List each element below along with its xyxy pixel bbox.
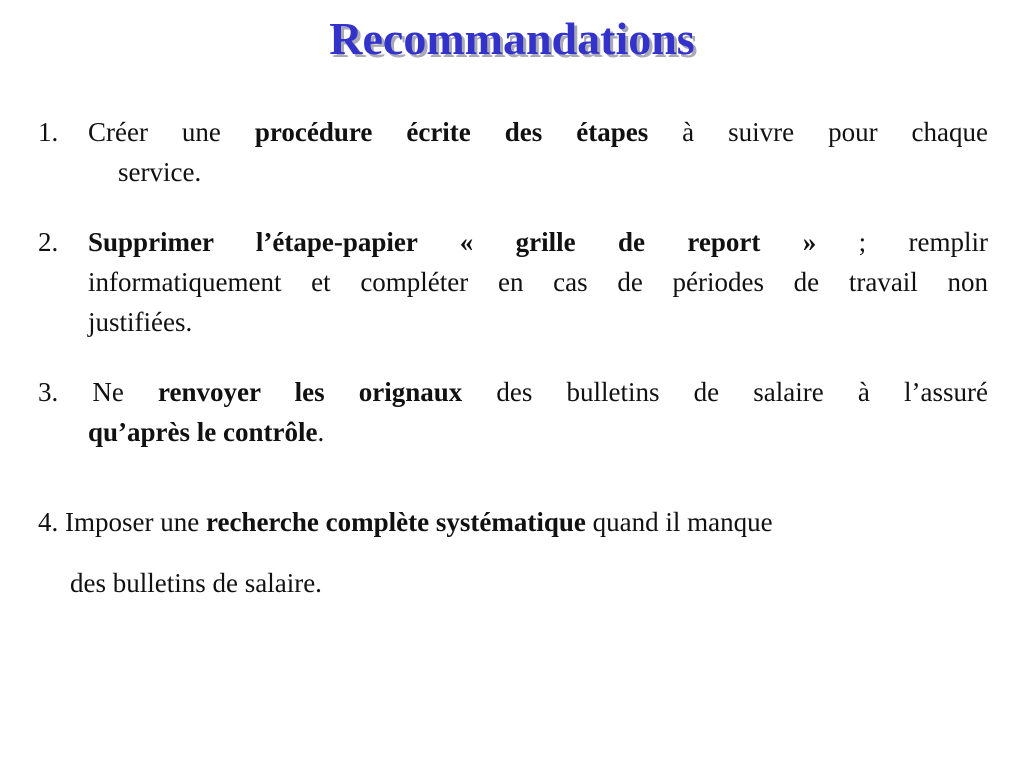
item-2-bold-text: Supprimer l’étape-papier « grille de report »: [88, 227, 817, 257]
item-2-line-1: [38, 222, 988, 262]
item-3-bold-text: renvoyer les orignaux: [158, 377, 463, 407]
item-4-text-post: quand il manque: [585, 507, 773, 537]
item-2-line-3: justifiées.: [88, 307, 193, 337]
item-3-text-pre: Ne: [58, 377, 159, 407]
item-4-text-pre: Imposer une: [58, 507, 206, 537]
recommendation-item-4-line-2: des bulletins de salaire.: [70, 568, 322, 598]
item-2-text-post: ; remplir: [816, 227, 988, 257]
item-3-bold-text-2: qu’après le contrôle: [88, 417, 318, 447]
item-3-text-end: .: [317, 417, 325, 447]
item-3-number: 3.: [38, 377, 59, 407]
item-1-text-post: à suivre pour chaque: [648, 117, 988, 147]
item-3-text-post: des bulletins de salaire à l’assuré: [462, 377, 988, 407]
recommendation-item-4-line-1: [38, 502, 773, 542]
item-4-bold-text: recherche complète systématique: [205, 507, 586, 537]
item-1-bold-text: procédure écrite des étapes: [254, 117, 649, 147]
recommendation-item-2: [38, 222, 988, 342]
item-4-number: 4.: [38, 507, 59, 537]
item-3-line-2: [38, 412, 988, 452]
recommendation-item-1: [38, 112, 988, 192]
item-1-line-2: service.: [118, 157, 202, 187]
item-1-number: 1.: [38, 117, 59, 147]
item-1-text-pre: Créer une: [88, 117, 255, 147]
recommendation-item-3: [38, 372, 988, 452]
item-1-line-1: [38, 112, 988, 152]
item-2-line-2: informatiquement et compléter en cas de périodes de travail non: [88, 267, 988, 297]
slide-title: Recommandations: [329, 13, 695, 64]
item-3-line-1: [38, 372, 988, 412]
item-2-number: 2.: [38, 227, 59, 257]
